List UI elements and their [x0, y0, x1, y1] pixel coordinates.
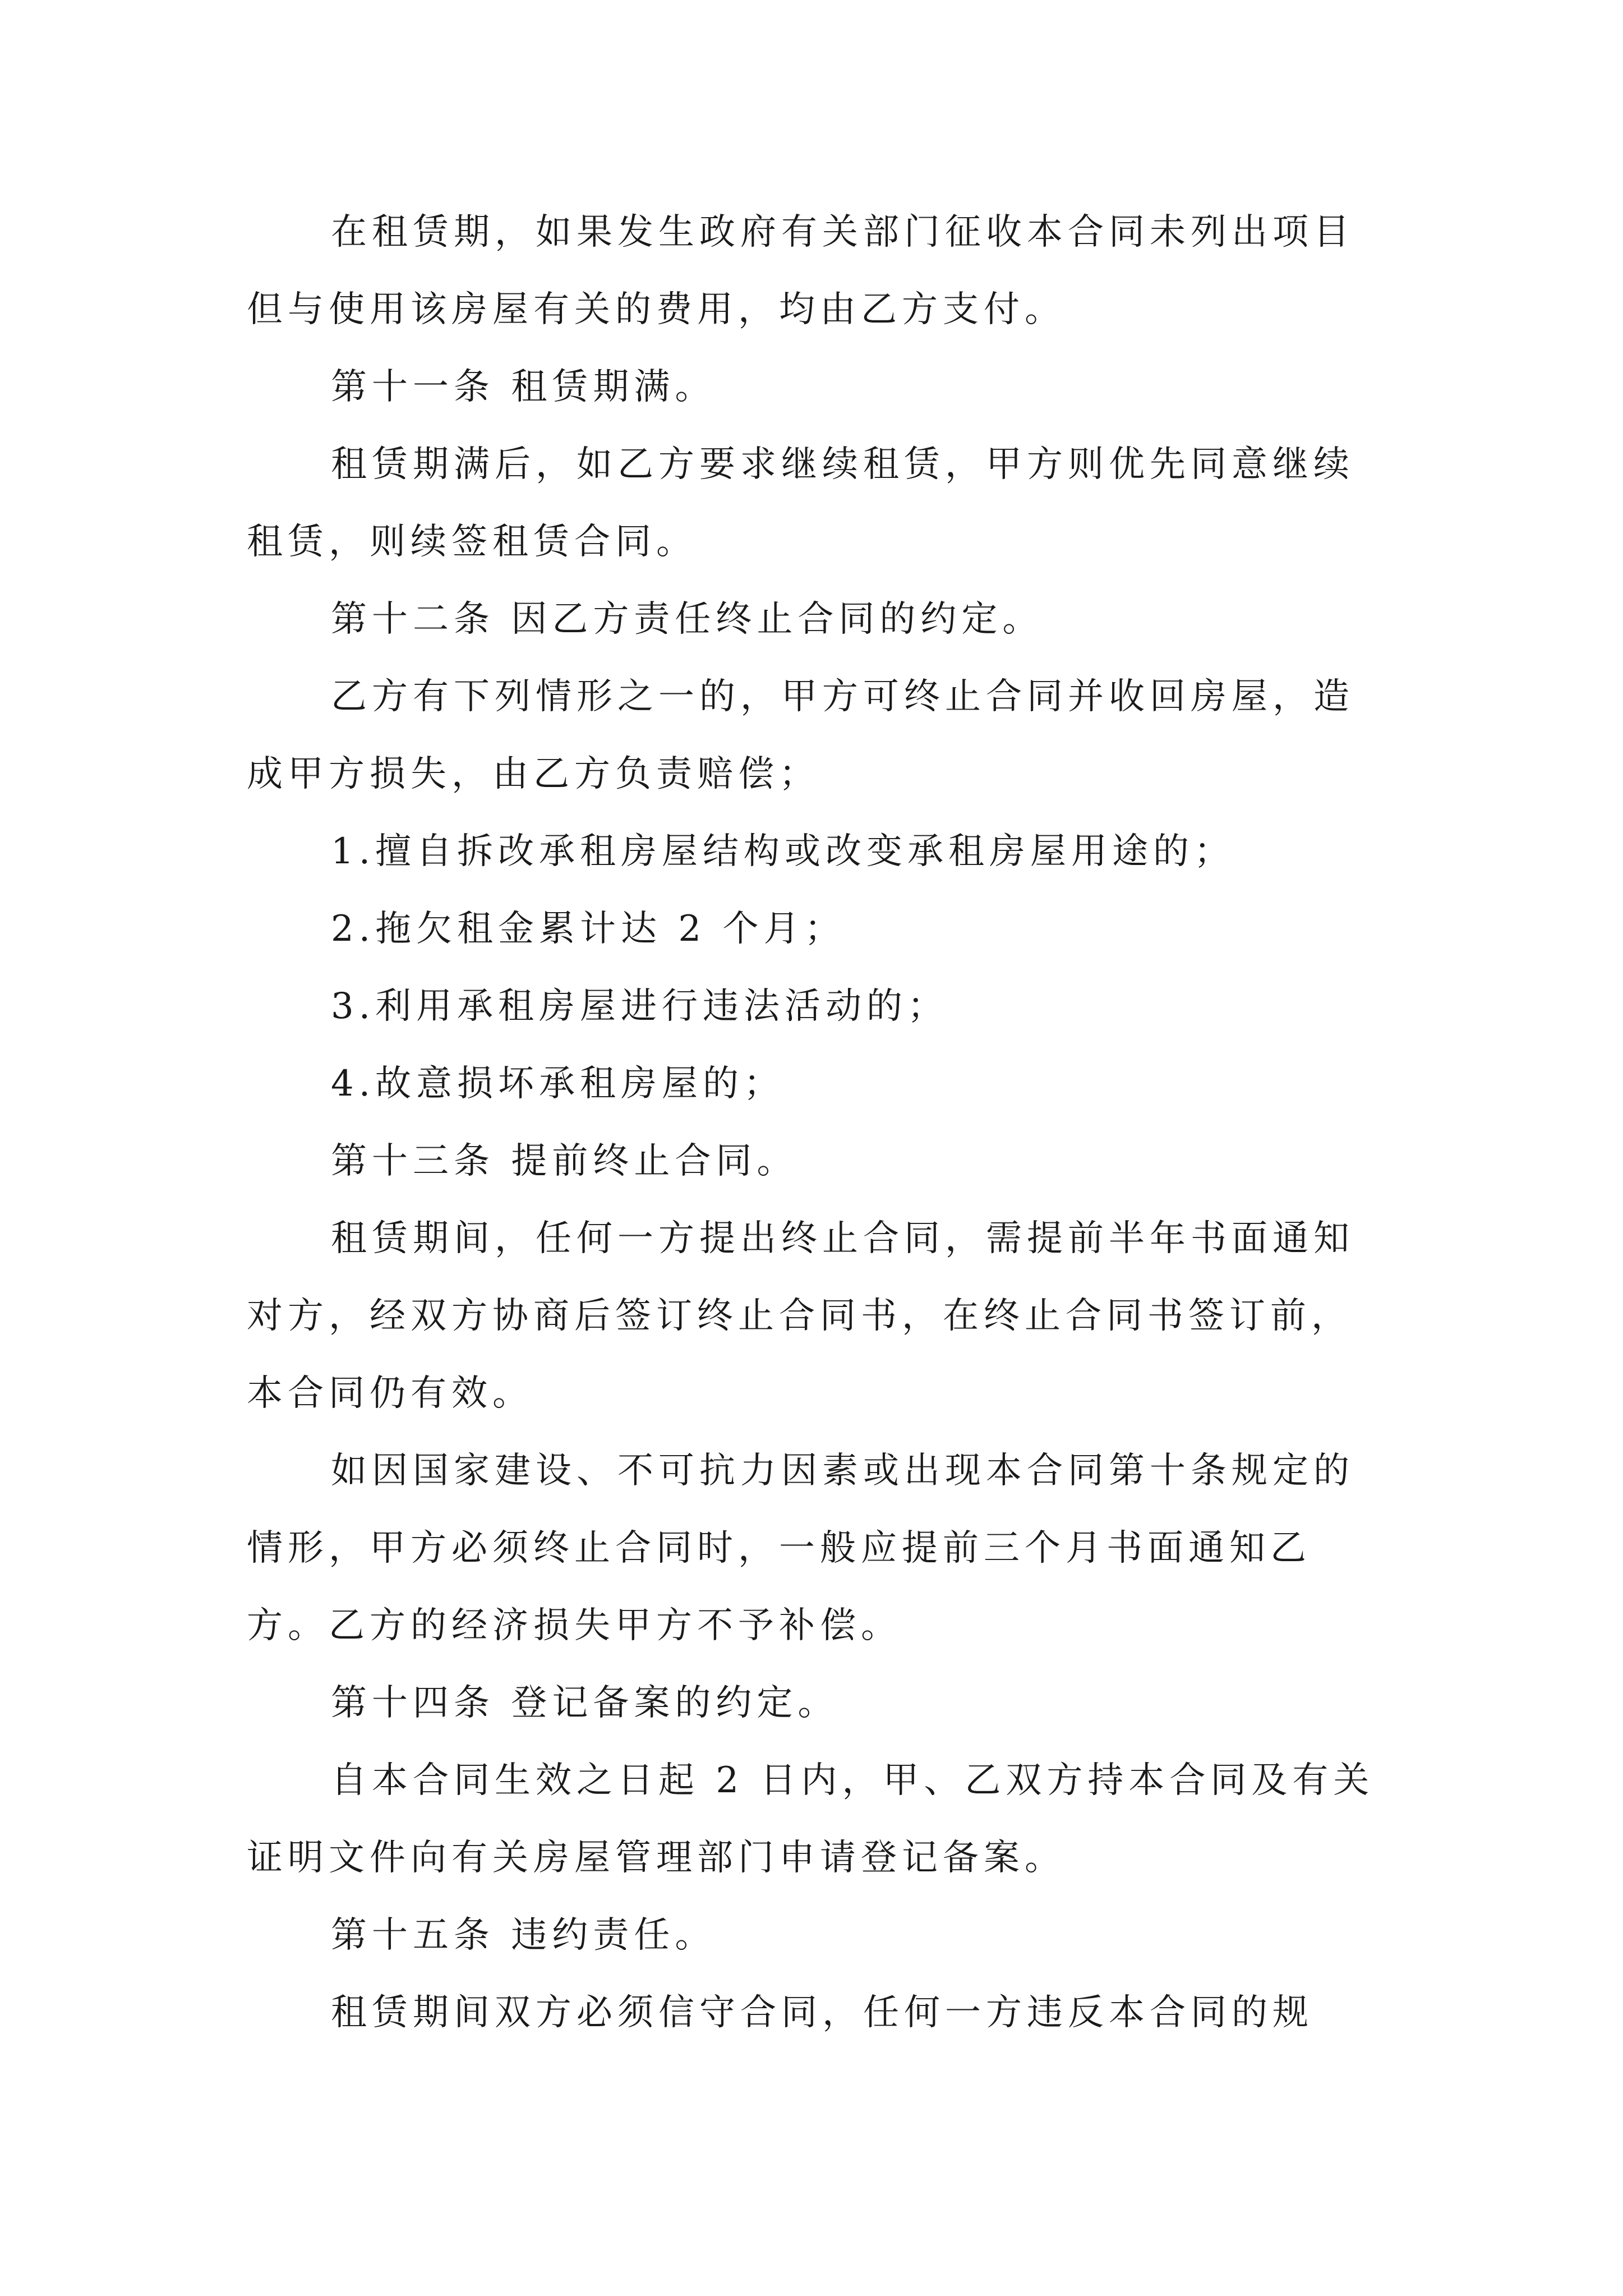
paragraph-force-majeure: 如因国家建设、不可抗力因素或出现本合同第十条规定的情形，甲方必须终止合同时，一般应提前三个月书面通知乙方。乙方的经济损失甲方不予补偿。 — [247, 1450, 1354, 1646]
document-body — [247, 194, 1380, 2051]
paragraph-early-termination: 租赁期间，任何一方提出终止合同，需提前半年书面通知对方，经双方协商后签订终止合同书，在终止合同书签订前，本合同仍有效。 — [247, 1218, 1354, 1414]
paragraph-lease-renewal: 租赁期满后，如乙方要求继续租赁，甲方则优先同意继续租赁，则续签租赁合同。 — [247, 444, 1354, 563]
article-15-heading: 第十五条 违约责任。 — [331, 1915, 716, 1956]
paragraph-registration: 自本合同生效之日起 2 日内，甲、乙双方持本合同及有关证明文件向有关房屋管理部门申请登记备案。 — [247, 1760, 1375, 1879]
list-item-4: 4.故意损坏承租房屋的； — [331, 1063, 785, 1105]
list-item-1: 1.擅自拆改承租房屋结构或改变承租房屋用途的； — [331, 831, 1235, 872]
paragraph-breach-liability: 租赁期间双方必须信守合同，任何一方违反本合同的规 — [331, 1992, 1313, 2033]
paragraph-termination-conditions: 乙方有下列情形之一的，甲方可终止合同并收回房屋，造成甲方损失，由乙方负责赔偿； — [247, 676, 1354, 795]
article-11-heading: 第十一条 租赁期满。 — [331, 366, 716, 408]
article-12-heading: 第十二条 因乙方责任终止合同的约定。 — [331, 599, 1044, 640]
list-item-2: 2.拖欠租金累计达 2 个月； — [331, 908, 846, 950]
article-13-heading: 第十三条 提前终止合同。 — [331, 1140, 798, 1182]
paragraph-levy-fees: 在租赁期，如果发生政府有关部门征收本合同未列出项目但与使用该房屋有关的费用，均由乙方支付。 — [247, 211, 1354, 330]
list-item-3: 3.利用承租房屋进行违法活动的； — [331, 986, 949, 1027]
article-14-heading: 第十四条 登记备案的约定。 — [331, 1682, 839, 1724]
